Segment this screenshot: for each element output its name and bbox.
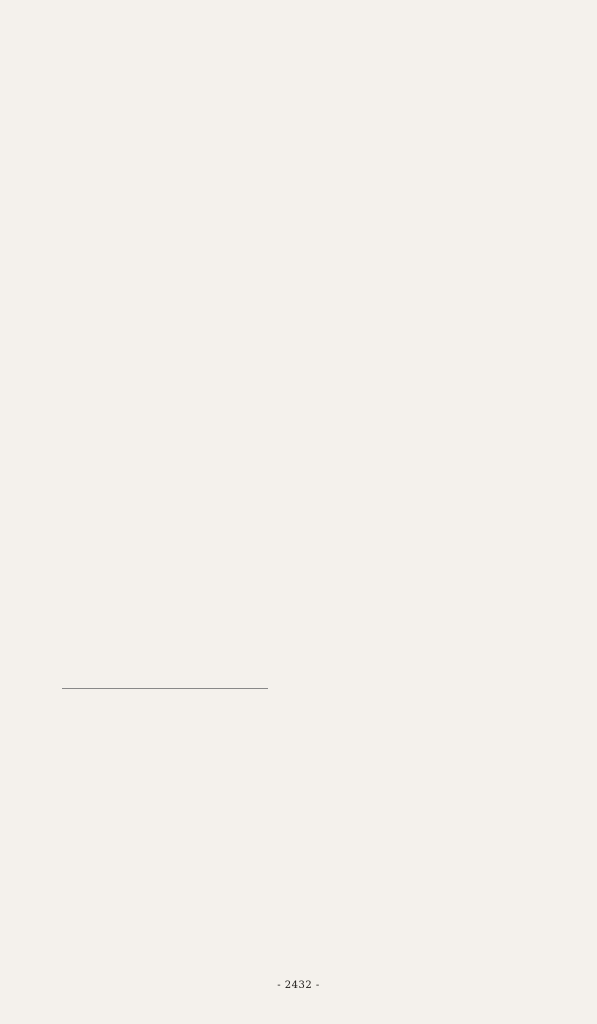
footnote-9 [62,717,544,732]
paragraph-5 [62,177,544,197]
page-number: - 2432 - [277,980,320,991]
paragraph-4 [62,145,544,165]
main-text [62,50,544,209]
paragraph-1 [62,50,544,70]
paragraph-2 [62,82,544,102]
footnote-10 [62,735,544,750]
paragraph-3 [62,114,544,134]
footnote-8 [62,698,544,713]
footnote-separator [62,688,268,689]
footnote-11 [62,754,544,769]
footnotes [62,698,544,772]
